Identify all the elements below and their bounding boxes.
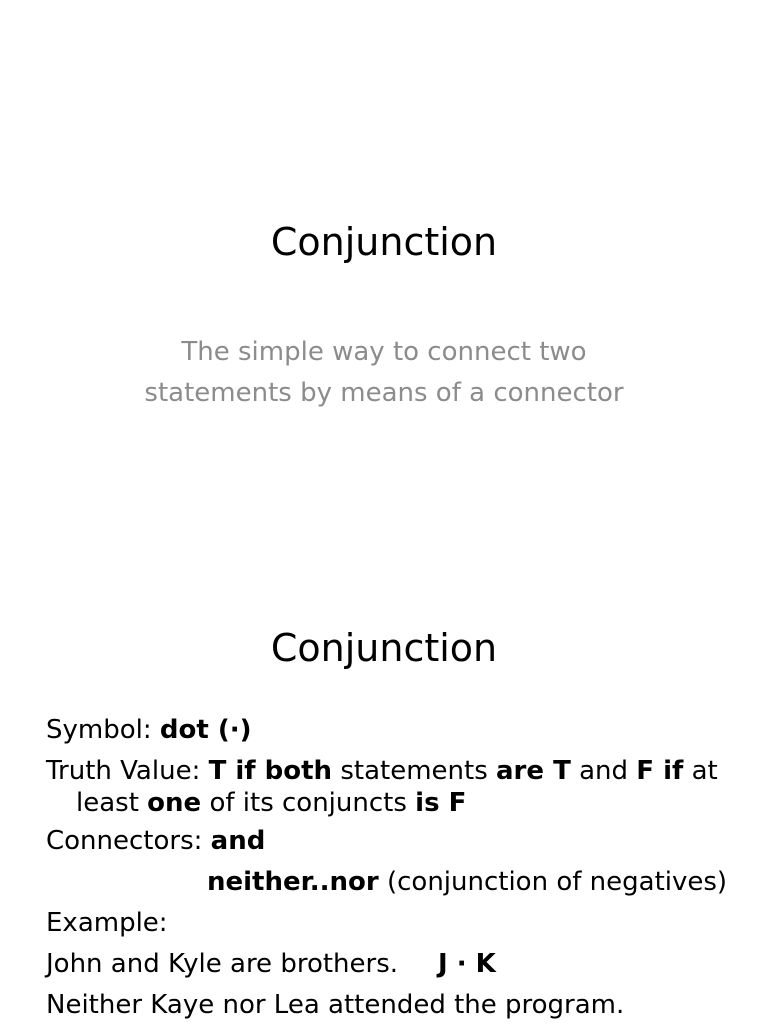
symbol-value: dot (·)	[159, 715, 252, 745]
subtitle-line-1: The simple way to connect two	[181, 337, 587, 367]
connector-and: and	[210, 826, 266, 856]
connectors-label: Connectors:	[46, 826, 211, 856]
truth-p4: and	[570, 756, 637, 786]
truth-p1: T if both	[208, 756, 333, 786]
truth-p3: are T	[496, 756, 571, 786]
example-1-text: John and Kyle are brothers.	[46, 949, 399, 979]
example-2-text: Neither Kaye nor Lea attended the program.	[46, 990, 625, 1020]
slide-2	[0, 576, 768, 1024]
slide-2-title: Conjunction	[270, 626, 498, 670]
example-label: Example:	[46, 908, 168, 938]
example-1-symbol: J · K	[438, 949, 496, 979]
connector-note: (conjunction of negatives)	[378, 867, 728, 897]
symbol-label: Symbol:	[46, 715, 160, 745]
truth-p8: one	[147, 788, 202, 818]
subtitle-line-2: statements by means of a connector	[144, 378, 624, 408]
connectors-line	[46, 821, 746, 862]
truth-p9: of its conjuncts	[201, 788, 416, 818]
example-1	[46, 944, 746, 985]
connector-neither-nor: neither..nor	[207, 867, 379, 897]
truth-p5: F if	[636, 756, 684, 786]
slide-2-body	[46, 710, 746, 1024]
truth-p2: statements	[332, 756, 497, 786]
truth-label: Truth Value:	[46, 756, 209, 786]
example-2	[46, 985, 746, 1024]
truth-p10: is F	[415, 788, 467, 818]
slide-1-title: Conjunction	[270, 220, 498, 264]
symbol-line	[46, 710, 746, 751]
truth-p6: at	[683, 756, 718, 786]
truth-p7: least	[76, 788, 148, 818]
connectors-line-2	[46, 862, 746, 903]
slide-1-subtitle	[84, 332, 684, 414]
